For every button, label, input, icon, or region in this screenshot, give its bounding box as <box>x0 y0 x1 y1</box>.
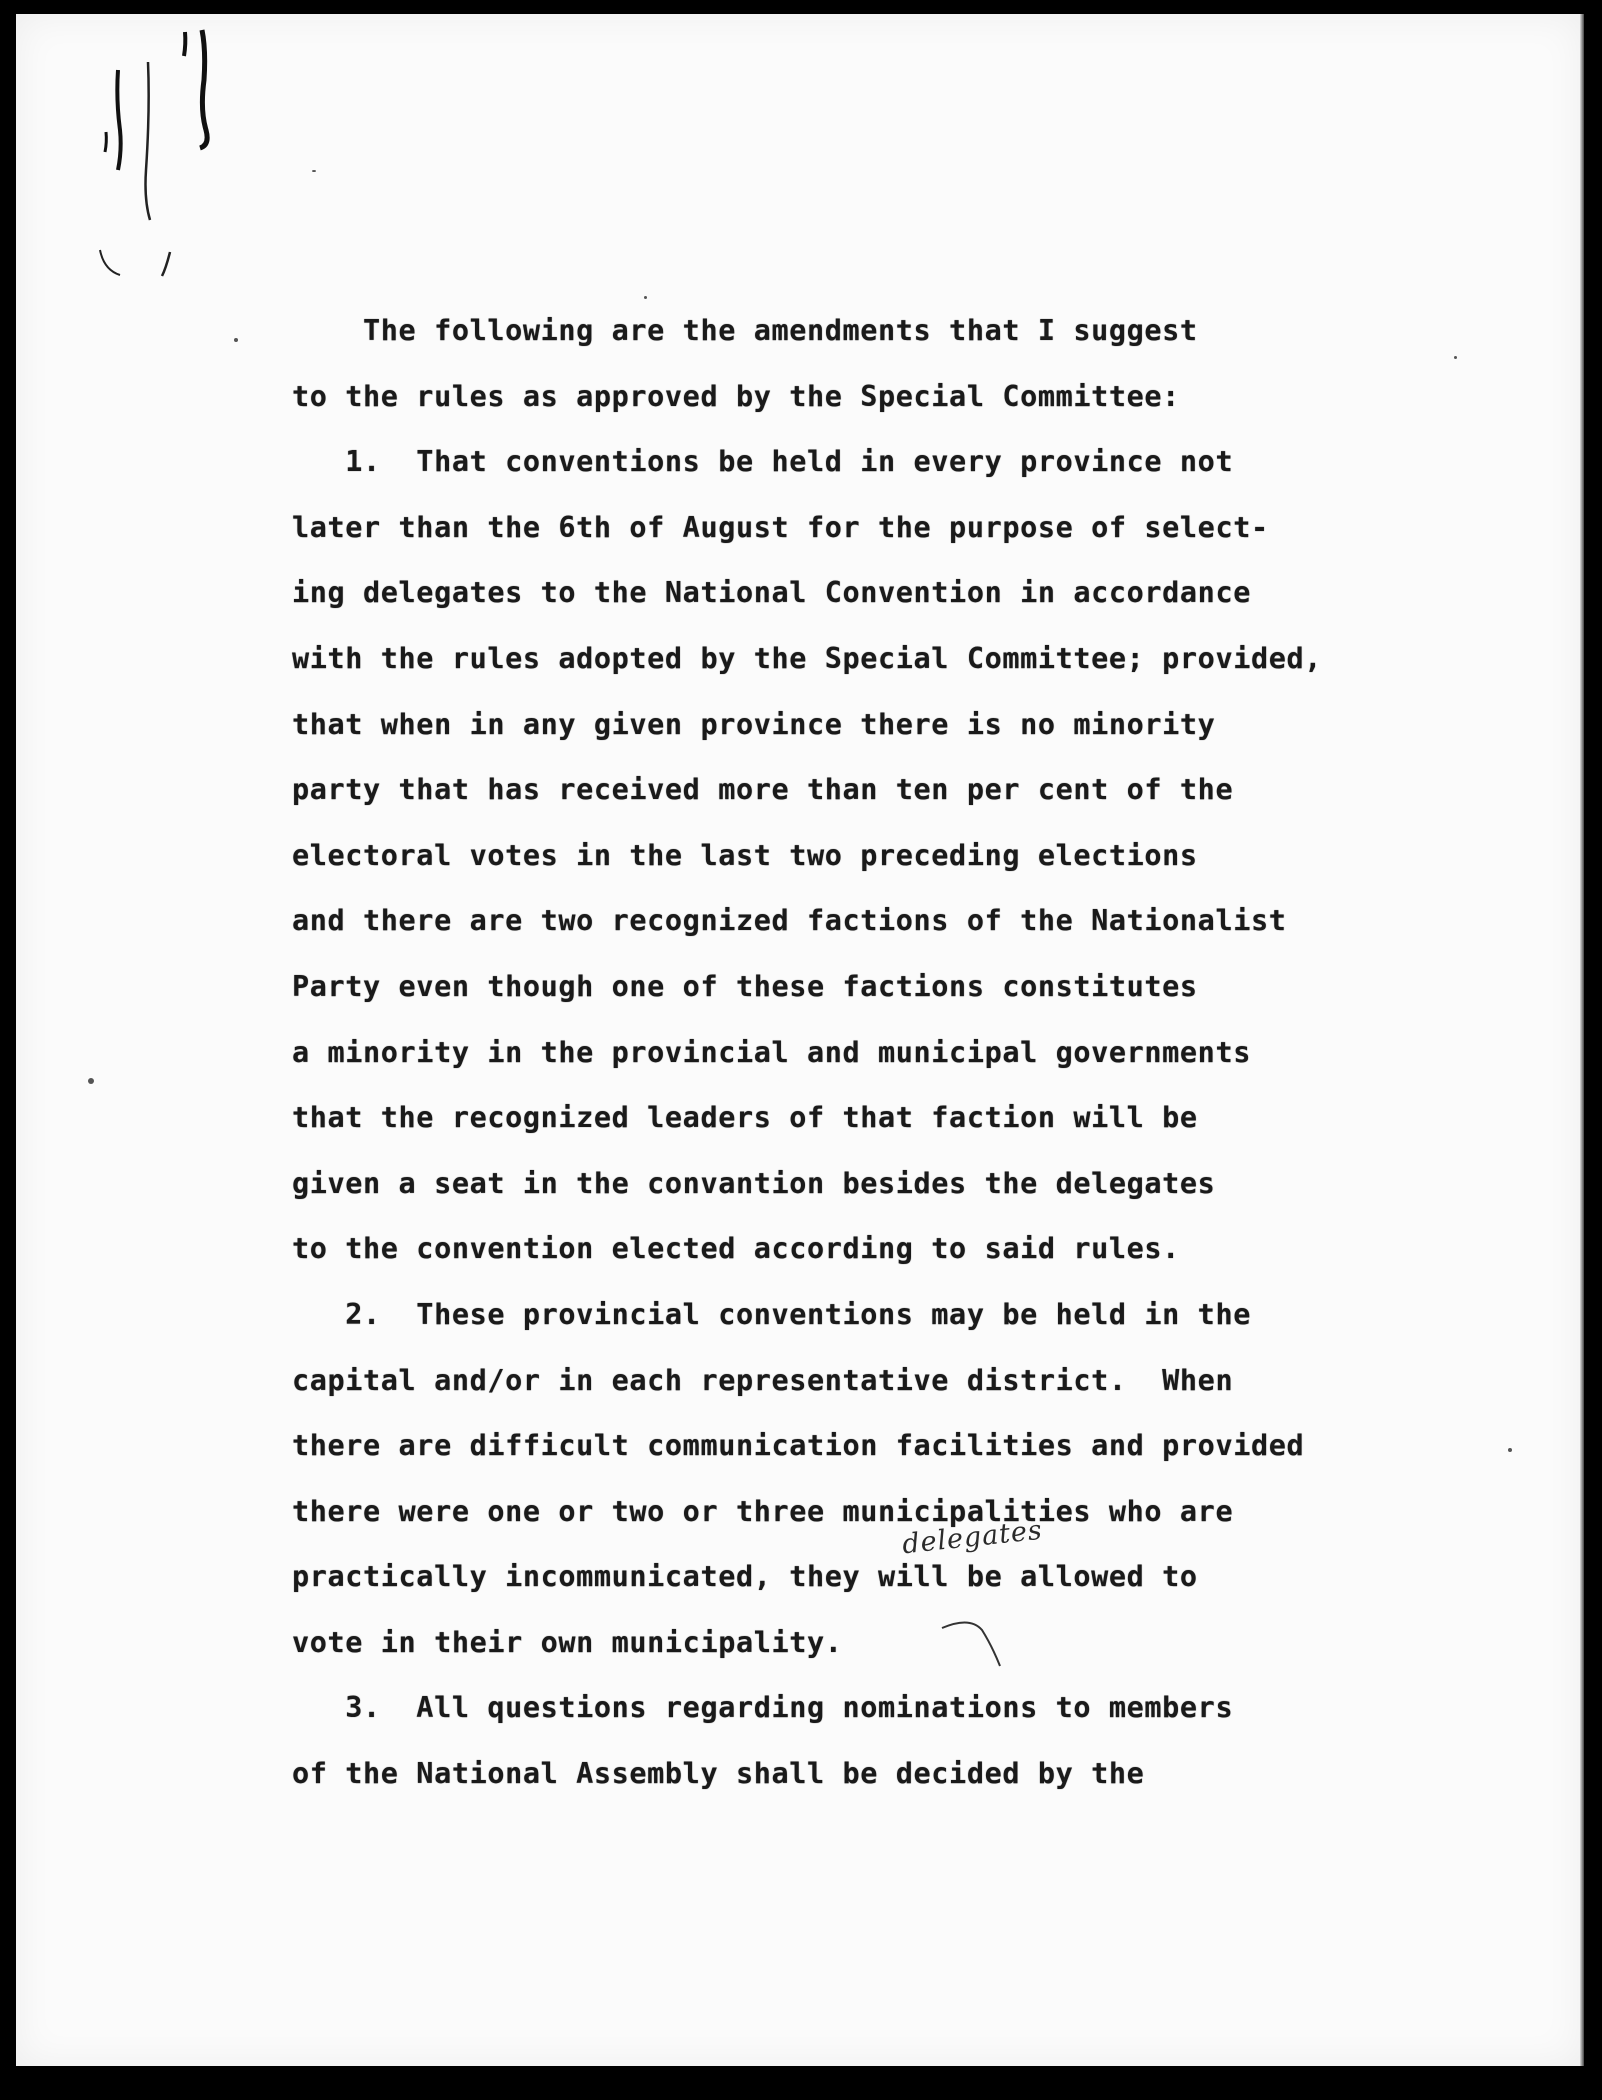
text-line: 1. That conventions be held in every province not <box>292 445 1234 479</box>
text-line: given a seat in the convantion besides the delegates <box>292 1166 1216 1200</box>
handwritten-margin-marks <box>80 20 300 300</box>
text-line: practically incommunicated, they will be allowed to <box>292 1560 1198 1594</box>
text-line: ing delegates to the National Convention in accordance <box>292 576 1251 610</box>
typed-letter-body <box>292 298 1442 1807</box>
text-line: and there are two recognized factions of the Nationalist <box>292 904 1287 938</box>
text-line: to the convention elected according to said rules. <box>292 1232 1180 1266</box>
text-line: vote in their own municipality. <box>292 1625 843 1659</box>
pen-stroke-mark <box>940 1610 1010 1670</box>
text-line: there were one or two or three municipalities who are <box>292 1494 1234 1528</box>
text-line: party that has received more than ten per cent of the <box>292 773 1234 807</box>
text-line: of the National Assembly shall be decided by the <box>292 1757 1145 1791</box>
text-line: capital and/or in each representative district. When <box>292 1363 1234 1397</box>
text-line: Party even though one of these factions constitutes <box>292 969 1198 1003</box>
text-line: there are difficult communication facilities and provided <box>292 1429 1305 1463</box>
text-line: electoral votes in the last two preceding elections <box>292 838 1198 872</box>
handwritten-insertion: delegates <box>900 1514 1045 1561</box>
text-line: The following are the amendments that I suggest <box>292 314 1198 347</box>
text-line: 2. These provincial conventions may be held in the <box>292 1297 1251 1331</box>
text-line: to the rules as approved by the Special Committee: <box>292 379 1180 413</box>
text-line: that when in any given province there is no minority <box>292 707 1216 741</box>
text-line: with the rules adopted by the Special Committee; provided, <box>292 641 1322 675</box>
page-edge-shadow <box>1580 14 1584 2066</box>
text-line: 3. All questions regarding nominations to members <box>292 1691 1234 1725</box>
text-line: later than the 6th of August for the purpose of select- <box>292 510 1269 544</box>
text-line: that the recognized leaders of that faction will be <box>292 1101 1198 1135</box>
text-line: a minority in the provincial and municipal governments <box>292 1035 1251 1069</box>
